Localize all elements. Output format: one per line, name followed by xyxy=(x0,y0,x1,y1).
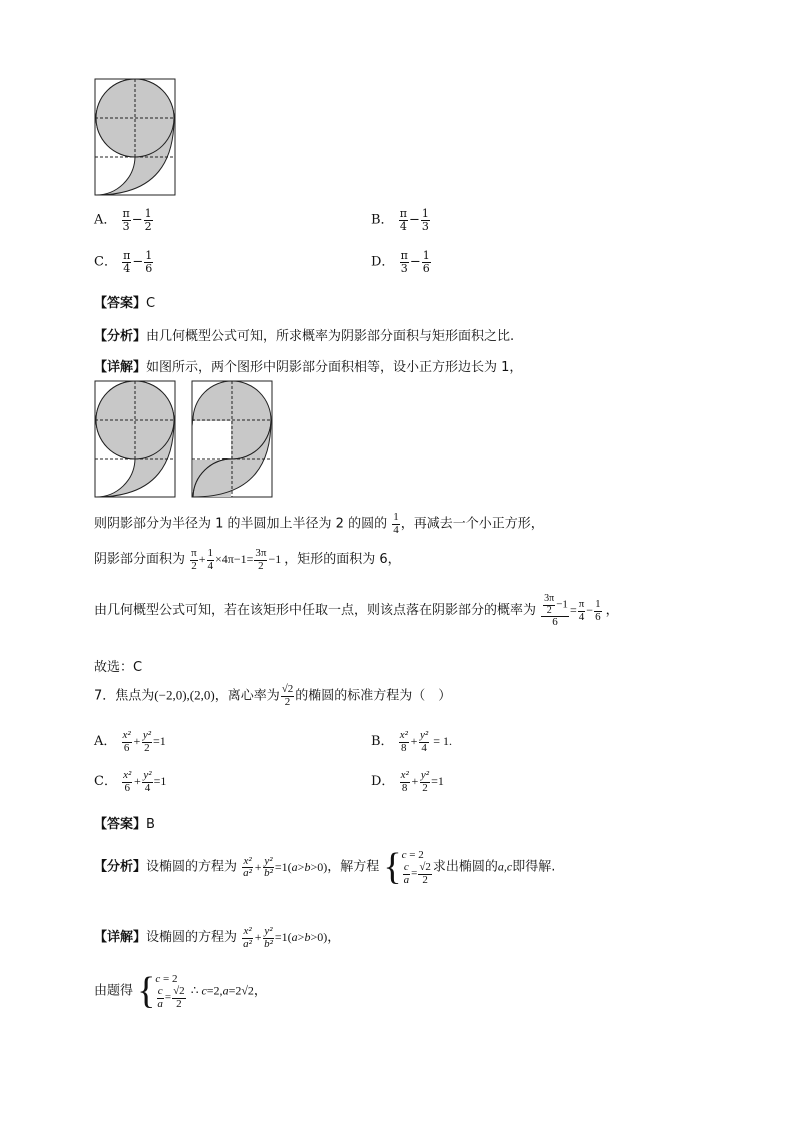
q6-detail: 【详解】如图所示，两个图形中阴影部分面积相等，设小正方形边长为 1， xyxy=(94,360,523,375)
q6-option-c: C． $\frac{\pi}{4}$ − $\frac{1}{6}$ xyxy=(94,249,153,275)
q7-option-a: A． $\frac{\text{x²}}{6}$ + $\frac{\text{y²}}{2}$ =1 xyxy=(94,729,166,754)
q6-line-1: 则阴影部分为半径为 1 的半圆加上半径为 2 的圆的 $\frac{1}{4}$ ，再减去一个小正方形， xyxy=(94,511,544,536)
q7-answer: 【答案】B xyxy=(94,817,155,832)
probability-formula: $\frac{3\pi}{2}$ −1 6 = $\frac{\pi}{4}$ − $\frac{1}{6}$ xyxy=(540,603,605,617)
q6-analysis: 【分析】由几何概型公式可知，所求概率为阴影部分面积与矩形面积之比. xyxy=(94,329,515,344)
q7-from: 由题得 { c = 2 $\frac{c}{a}$ = $\frac{√2}{2}$ ∴ c=2,a=2√2， xyxy=(94,970,267,1013)
foci: (−2,0),(2,0) xyxy=(154,687,215,703)
q6-option-b: B． $\frac{\pi}{4}$ − $\frac{1}{3}$ xyxy=(371,207,429,233)
q6-option-a: A． $\frac{\pi}{3}$ − $\frac{1}{2}$ xyxy=(94,207,152,233)
q6-line-2: 阴影部分面积为 $\frac{\pi}{2}$ + $\frac{1}{4}$ ×4π−1= $\frac{3\pi}{2}$ −1 ，矩形的面积为 6， xyxy=(94,547,401,572)
q7-analysis: 【分析】设椭圆的方程为 $\frac{\text{x²}}{\text{a²}}$ + $\frac{\text{y²}}{\text{b²}}$ =1(a>b>0)，解方程 { c = 2 $\frac{c}{a}$ = $\frac{√2}{2}$ 求出椭圆的a,c即得解. xyxy=(94,846,556,889)
q7-option-d: D． $\frac{\text{x²}}{8}$ + $\frac{\text{y²}}{2}$ =1 xyxy=(371,769,444,794)
figure-q6-main xyxy=(94,78,178,198)
q7-option-b: B． $\frac{\text{x²}}{8}$ + $\frac{\text{y²}}{4}$ = 1. xyxy=(371,729,452,754)
q6-choose: 故选：C xyxy=(94,660,143,675)
q7-detail: 【详解】设椭圆的方程为 $\frac{\text{x²}}{\text{a²}}$ + $\frac{\text{y²}}{\text{b²}}$ =1(a>b>0)， xyxy=(94,925,341,950)
q6-option-d: D． $\frac{\pi}{3}$ − $\frac{1}{6}$ xyxy=(371,249,430,275)
q6-line-3: 由几何概型公式可知，若在该矩形中任取一点，则该点落在阴影部分的概率为 $\frac{3\pi}{2}$ −1 6 = $\frac{\pi}{4}$ − $\frac{1}{6}$ ， xyxy=(94,593,619,628)
figure-q6-detail-right xyxy=(191,380,275,500)
q7-option-c: C． $\frac{\text{x²}}{6}$ + $\frac{\text{y²}}{4}$ =1 xyxy=(94,769,167,794)
q7-stem: 7．焦点为(−2,0),(2,0)，离心率为 $\frac{√2}{2}$ 的椭圆的标准方程为（ ） xyxy=(94,683,452,708)
area-formula: $\frac{\pi}{2}$ + $\frac{1}{4}$ ×4π−1= $\frac{3\pi}{2}$ −1 xyxy=(191,547,285,572)
q6-answer: 【答案】C xyxy=(94,296,156,311)
figure-q6-detail-left xyxy=(94,380,178,500)
